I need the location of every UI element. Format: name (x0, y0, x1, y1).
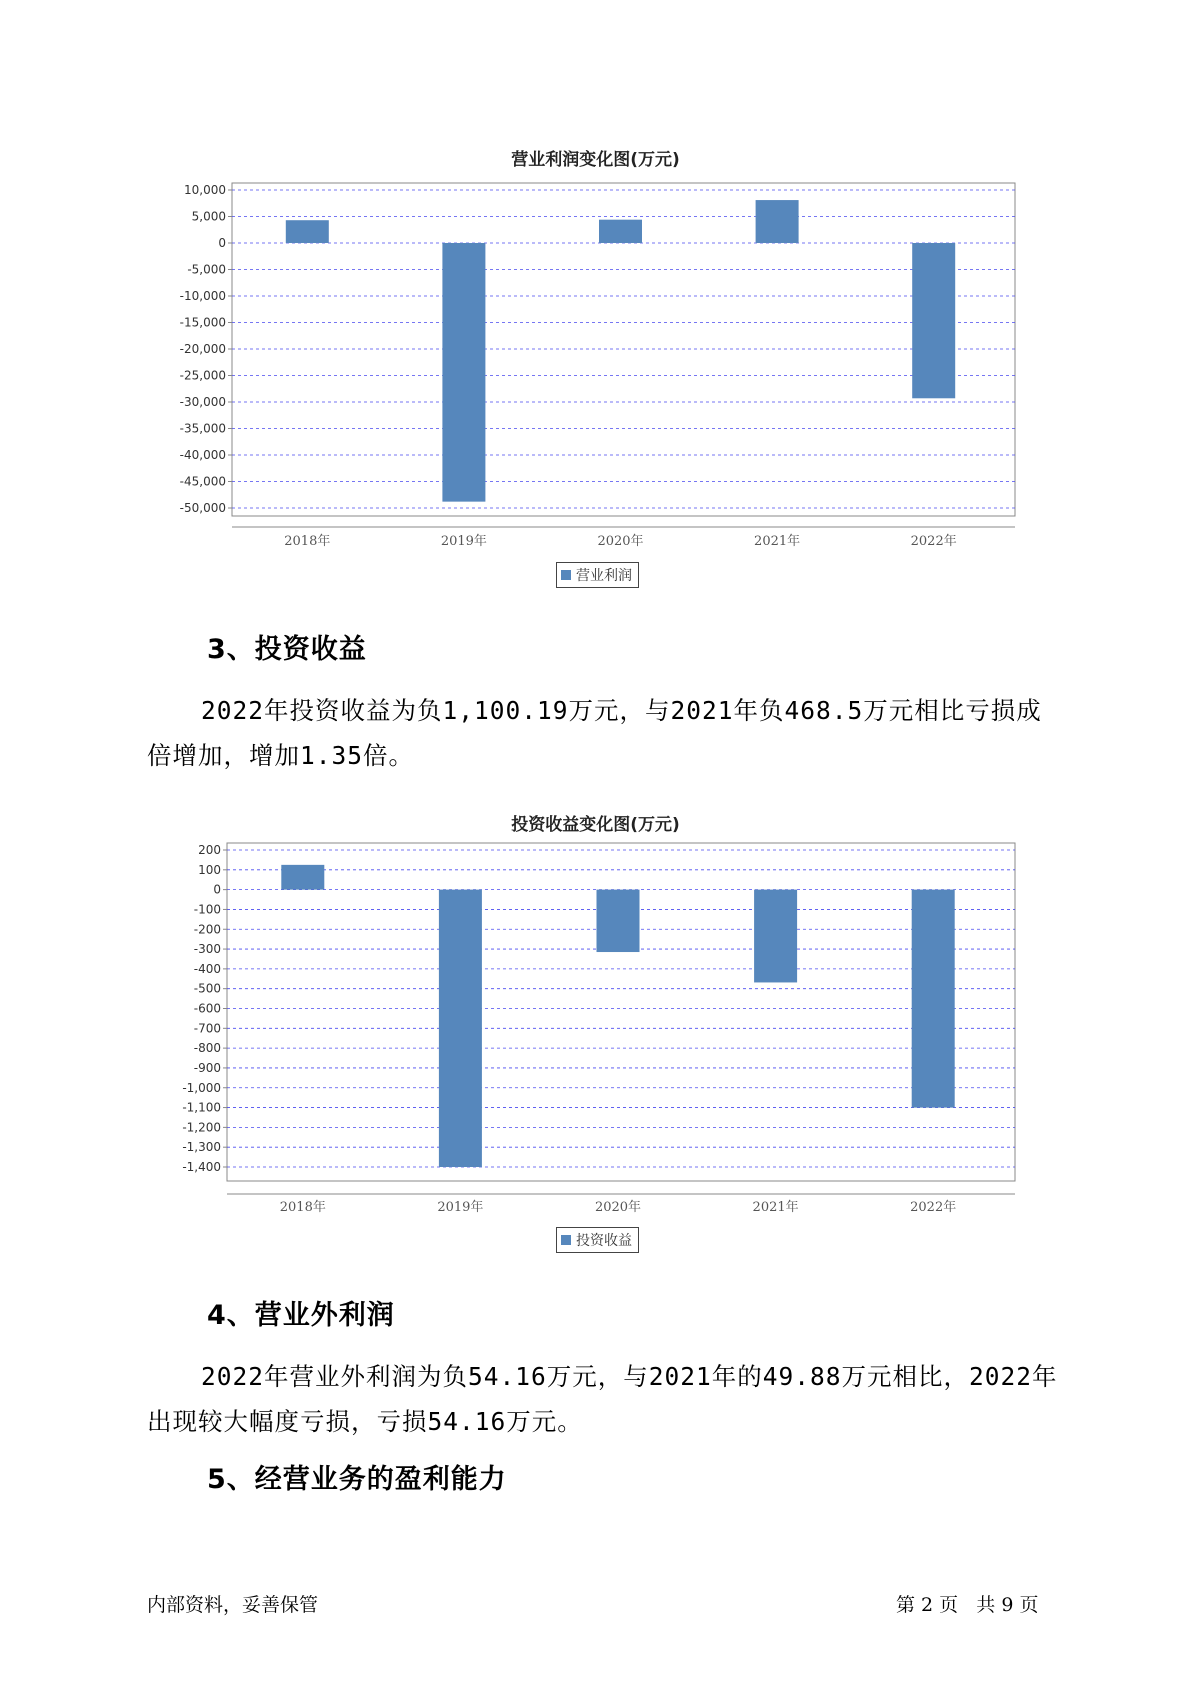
y-tick-label: -30,000 (179, 395, 226, 409)
section-heading-investment-income: 3、投资收益 (207, 634, 367, 665)
y-tick-label: -400 (193, 961, 221, 976)
x-tick-label: 2022年 (910, 1200, 957, 1215)
y-tick-label: -40,000 (179, 448, 226, 462)
bar (754, 890, 797, 983)
y-tick-label: -1,000 (182, 1080, 221, 1095)
y-tick-label: -700 (193, 1021, 221, 1036)
y-tick-label: -1,100 (182, 1100, 221, 1115)
y-tick-label: -10,000 (179, 289, 226, 303)
x-tick-label: 2019年 (440, 534, 487, 549)
page-number: 第 2 页 共 9 页 (896, 1594, 1039, 1616)
bar (439, 890, 482, 1167)
y-tick-label: -500 (193, 981, 221, 996)
x-tick-label: 2022年 (910, 534, 957, 549)
y-tick-label: -35,000 (179, 421, 226, 436)
section-heading-operating-profitability: 5、经营业务的盈利能力 (207, 1464, 507, 1495)
y-tick-label: -600 (193, 1001, 221, 1016)
x-tick-label: 2018年 (284, 534, 331, 549)
y-tick-label: 100 (198, 862, 221, 877)
x-tick-label: 2021年 (752, 1200, 799, 1215)
legend-label: 营业利润 (576, 568, 632, 584)
y-tick-label: -100 (193, 902, 221, 917)
y-tick-label: -45,000 (179, 474, 226, 489)
y-tick-label: -25,000 (179, 368, 226, 383)
y-tick-label: -20,000 (179, 342, 226, 356)
footer-note: 内部资料，妥善保管 (147, 1594, 319, 1616)
chart-legend (556, 1227, 639, 1253)
x-tick-label: 2020年 (597, 534, 644, 549)
y-tick-label: -50,000 (179, 501, 226, 515)
y-tick-label: -900 (193, 1060, 221, 1075)
x-tick-label: 2019年 (437, 1200, 484, 1215)
y-tick-label: -300 (193, 942, 221, 957)
section-heading-non-operating-profit: 4、营业外利润 (207, 1300, 395, 1331)
chart-title: 投资收益变化图(万元) (511, 815, 680, 835)
section-text-investment-income: 2022年投资收益为负1,100.19万元，与2021年负468.5万元相比亏损成倍增加，增加1.35倍。 (147, 696, 1042, 770)
y-tick-label: -1,300 (182, 1140, 221, 1155)
bar (597, 890, 640, 952)
y-tick-label: 5,000 (191, 209, 226, 224)
legend-swatch (561, 1235, 571, 1245)
y-tick-label: -800 (193, 1041, 221, 1056)
y-tick-label: -200 (193, 922, 221, 937)
y-tick-label: -1,200 (182, 1120, 221, 1135)
y-tick-label: 200 (198, 843, 221, 857)
chart-title: 营业利润变化图(万元) (511, 150, 680, 170)
x-tick-label: 2018年 (279, 1200, 326, 1215)
y-tick-label: -15,000 (179, 315, 226, 330)
y-tick-label: 0 (213, 882, 221, 897)
x-tick-label: 2020年 (594, 1200, 642, 1215)
section-text-non-operating-profit: 2022年营业外利润为负54.16万元，与2021年的49.88万元相比，2022年出现较大幅度亏损，亏损54.16万元。 (147, 1362, 1058, 1436)
bar (912, 890, 955, 1108)
x-tick-label: 2021年 (754, 534, 801, 549)
y-tick-label: 0 (218, 236, 226, 250)
legend-label: 投资收益 (576, 1233, 632, 1249)
y-tick-label: 10,000 (184, 183, 226, 197)
y-tick-label: -1,400 (182, 1160, 221, 1174)
bar (281, 865, 324, 890)
y-tick-label: -5,000 (187, 262, 226, 277)
